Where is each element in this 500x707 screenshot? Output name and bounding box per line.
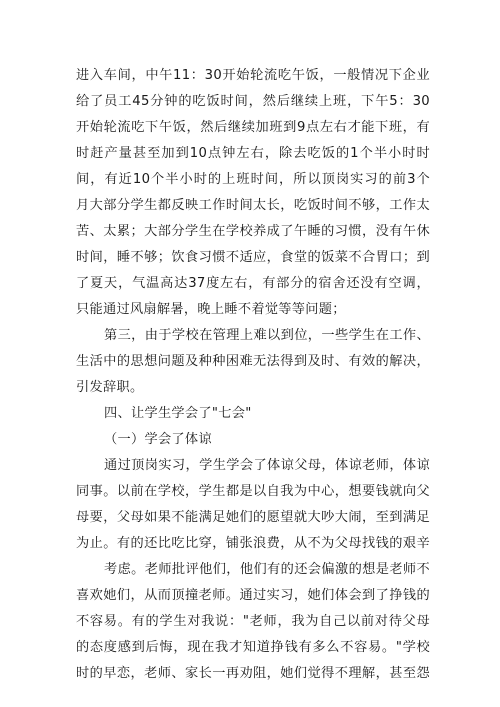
body-text-line: 月大部分学生都反映工作时间太长，吃饭时间不够，工作太 <box>76 198 430 213</box>
body-text-line: 母要，父母如果不能满足她们的愿望就大吵大闹，至到满足 <box>76 510 430 525</box>
paragraph-first-line: 第三，由于学校在管理上难以到位，一些学生在工作、 <box>104 328 430 343</box>
body-text-line: 时赶产量甚至加到10点钟左右，除去吃饭的1个半小时时 <box>76 146 430 161</box>
body-text-line: 了夏天，气温高达37度左右，有部分的宿舍还没有空调， <box>76 276 430 291</box>
body-text-line: 同事。以前在学校，学生都是以自我为中心，想要钱就向父 <box>76 484 430 499</box>
body-text-line: 间，有近10个半小时的上班时间，所以顶岗实习的前3个 <box>76 172 430 187</box>
body-text-line: 只能通过风扇解暑，晚上睡不着觉等等问题； <box>76 302 346 317</box>
body-text-line: 生活中的思想问题及种种困难无法得到及时、有效的解决， <box>76 354 430 369</box>
body-text-line: 苦、太累；大部分学生在学校养成了午睡的习惯，没有午休 <box>76 224 430 239</box>
section-heading: 四、让学生学会了"七会" <box>104 406 252 421</box>
body-text-line: 不容易。有的学生对我说："老师，我为自己以前对待父母 <box>76 614 430 629</box>
body-text-line: 时的早恋，老师、家长一再劝阻，她们觉得不理解，甚至怨 <box>76 666 430 681</box>
body-text-line: 时间，睡不够；饮食习惯不适应，食堂的饭菜不合胃口；到 <box>76 250 430 265</box>
body-text-line: 考虑。老师批评他们，他们有的还会偏激的想是老师不 <box>104 562 430 577</box>
body-text-line: 的态度感到后悔，现在我才知道挣钱有多么不容易。"学校 <box>76 640 430 655</box>
body-text-line: 给了员工45分钟的吃饭时间，然后继续上班，下午5：30 <box>76 94 430 109</box>
paragraph-first-line: 通过顶岗实习，学生学会了体谅父母，体谅老师，体谅 <box>104 458 430 473</box>
body-text-line: 开始轮流吃下午饭，然后继续加班到9点左右才能下班，有 <box>76 120 430 135</box>
subsection-heading: （一）学会了体谅 <box>104 432 212 447</box>
body-text-line: 进入车间，中午11：30开始轮流吃午饭，一般情况下企业 <box>76 68 430 83</box>
body-text-line: 引发辞职。 <box>76 380 144 395</box>
body-text-line: 喜欢她们，从而顶撞老师。通过实习，她们体会到了挣钱的 <box>76 588 430 603</box>
body-text-line: 为止。有的还比吃比穿，铺张浪费，从不为父母找钱的艰辛 <box>76 536 430 551</box>
